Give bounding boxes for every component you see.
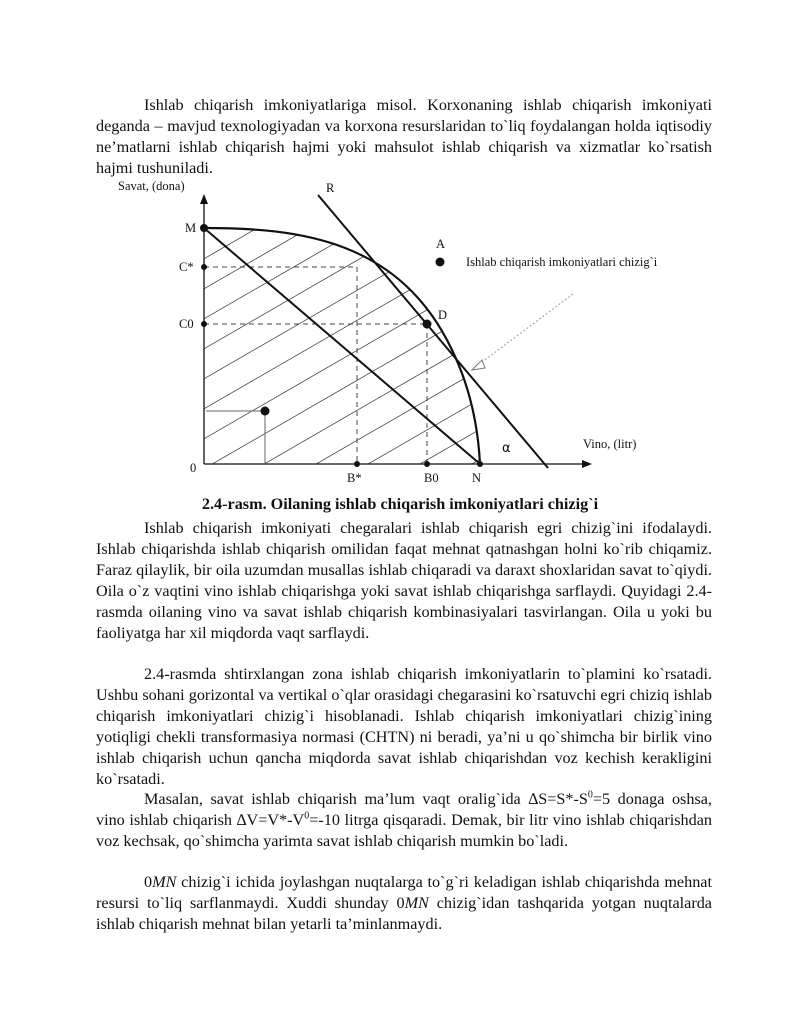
paragraph-example-part-3: =-10 litrga qisqaradi. Demak, bir litr vino ishlab chiqarishdan voz kechsak, qo`shimcha yarimta savat ishlab chiqarish mumkin bo`ladi. (96, 810, 712, 850)
x-axis-label: Vino, (litr) (583, 437, 637, 451)
point-b-star-dot (354, 461, 360, 467)
point-d-dot (423, 320, 432, 329)
curve-pointer-line (478, 294, 573, 365)
angle-alpha-label: α (502, 441, 511, 456)
point-a-dot (436, 258, 445, 267)
production-possibility-figure (0, 170, 800, 495)
omn-mn-2: MN (404, 893, 429, 912)
paragraph-example-part-1: Masalan, savat ishlab chiqarish ma’lum vaqt oralig`ida ∆S=S*-S (144, 790, 588, 808)
paragraph-example (96, 789, 712, 852)
curve-label: Ishlab chiqarish imkoniyatlari chizig`i (466, 255, 658, 269)
paragraph-omn-line (96, 872, 712, 935)
axes (200, 194, 592, 468)
paragraph-omn-part-1: chizig`i ichida joylashgan nuqtalarga to`g`ri keladigan ishlab chiqarishda mehnat resursi to`liq sarflanmaydi. Xuddi shunday 0 (96, 873, 712, 912)
point-b0-label: B0 (424, 471, 439, 485)
point-b-star-label: B* (347, 471, 362, 485)
y-axis-label: Savat, (dona) (118, 179, 185, 193)
point-c-star-dot (201, 264, 207, 270)
point-c-star-label: C* (179, 260, 194, 274)
point-r-label: R (326, 181, 335, 195)
point-m-dot (200, 224, 208, 232)
paragraph-omn-part-2: chizig`idan tashqarida yotgan nuqtalarda ishlab chiqarish mehnat bilan yetarli ta’minlanmaydi. (96, 893, 712, 933)
curve-pointer-arrowhead (472, 360, 485, 370)
ppf-diagram (0, 170, 800, 495)
point-d-label: D (438, 308, 448, 322)
superscript-s0: 0 (587, 789, 593, 801)
paragraph-ppf-definition: Ishlab chiqarish imkoniyati chegaralari ishlab chiqarish egri chizig`ini ifodalaydi. Ishlab chiqarishda ishlab chiqarish omilidan faqat mehnat qatnashgan holni ko`rib chiqamiz. Faraz qilaylik, bir oila uzumdan musallas ishlab chiqaradi va daraxt shoxlaridan savat to`qiydi. Oila o`z vaqtini vino ishlab chiqarishga yoki savat ishlab chiqarishga sarflaydi. Quyidagi 2.4-rasmda oilaning vino va savat ishlab chiqarish kombinasiyalari tasvirlangan. Oila u yoki bu faoliyatga har xil miqdorda vaqt sarflaydi. (96, 519, 712, 642)
paragraph-intro: Ishlab chiqarish imkoniyatlariga misol. Korxonaning ishlab chiqarish imkoniyati deganda – mavjud texnologiyadan va korxona resurslaridan to`liq foydalangan holda iqtisodiy ne’matlarni ishlab chiqarish hajmi yoki mahsulot ishlab chiqarish va xizmatlar ko`rsatish hajmi tushuniladi. (96, 96, 712, 177)
interior-point-guide (206, 411, 265, 464)
hatched-area (150, 170, 600, 495)
point-c0-dot (201, 321, 207, 327)
point-m-label: M (185, 221, 197, 235)
point-n-label: N (472, 471, 482, 485)
paragraph-example-part-2: =5 donaga oshsa, vino ishlab chiqarish ∆V=V*-V (96, 790, 712, 829)
paragraph-hatched-zone: 2.4-rasmda shtirxlangan zona ishlab chiqarish imkoniyatlarin to`plamini ko`rsatadi. Ushbu sohani gorizontal va vertikal o`qlar orasidagi chegarasini ko`rsatuvchi egri chiziq ishlab chiqarish imkoniyatlari chizig`i hisoblanadi. Ishlab chiqarish imkoniyatlari chizig`ining yotiqligi chekli transformasiya normasi (CHTN) ni beradi, ya’ni u qo`shimcha bir birlik vino ishlab chiqarish uchun qancha miqdorda savat ishlab chiqarishdan voz kechish kerakligini ko`rsatadi. (96, 665, 712, 788)
superscript-v0: 0 (304, 810, 310, 822)
point-a-label: A (436, 237, 446, 251)
y-axis-arrow (200, 194, 208, 204)
point-c0-label: C0 (179, 317, 194, 331)
x-axis-arrow (582, 460, 592, 468)
point-b0-dot (424, 461, 430, 467)
point-n-dot (477, 461, 483, 467)
origin-label: 0 (190, 461, 197, 475)
omn-mn-1: MN (152, 873, 177, 891)
tangent-line-r (318, 195, 548, 468)
omn-zero-1: 0 (144, 873, 153, 891)
interior-point (261, 407, 270, 416)
figure-caption: 2.4-rasm. Oilaning ishlab chiqarish imkoniyatlari chizig`i (201, 495, 599, 513)
